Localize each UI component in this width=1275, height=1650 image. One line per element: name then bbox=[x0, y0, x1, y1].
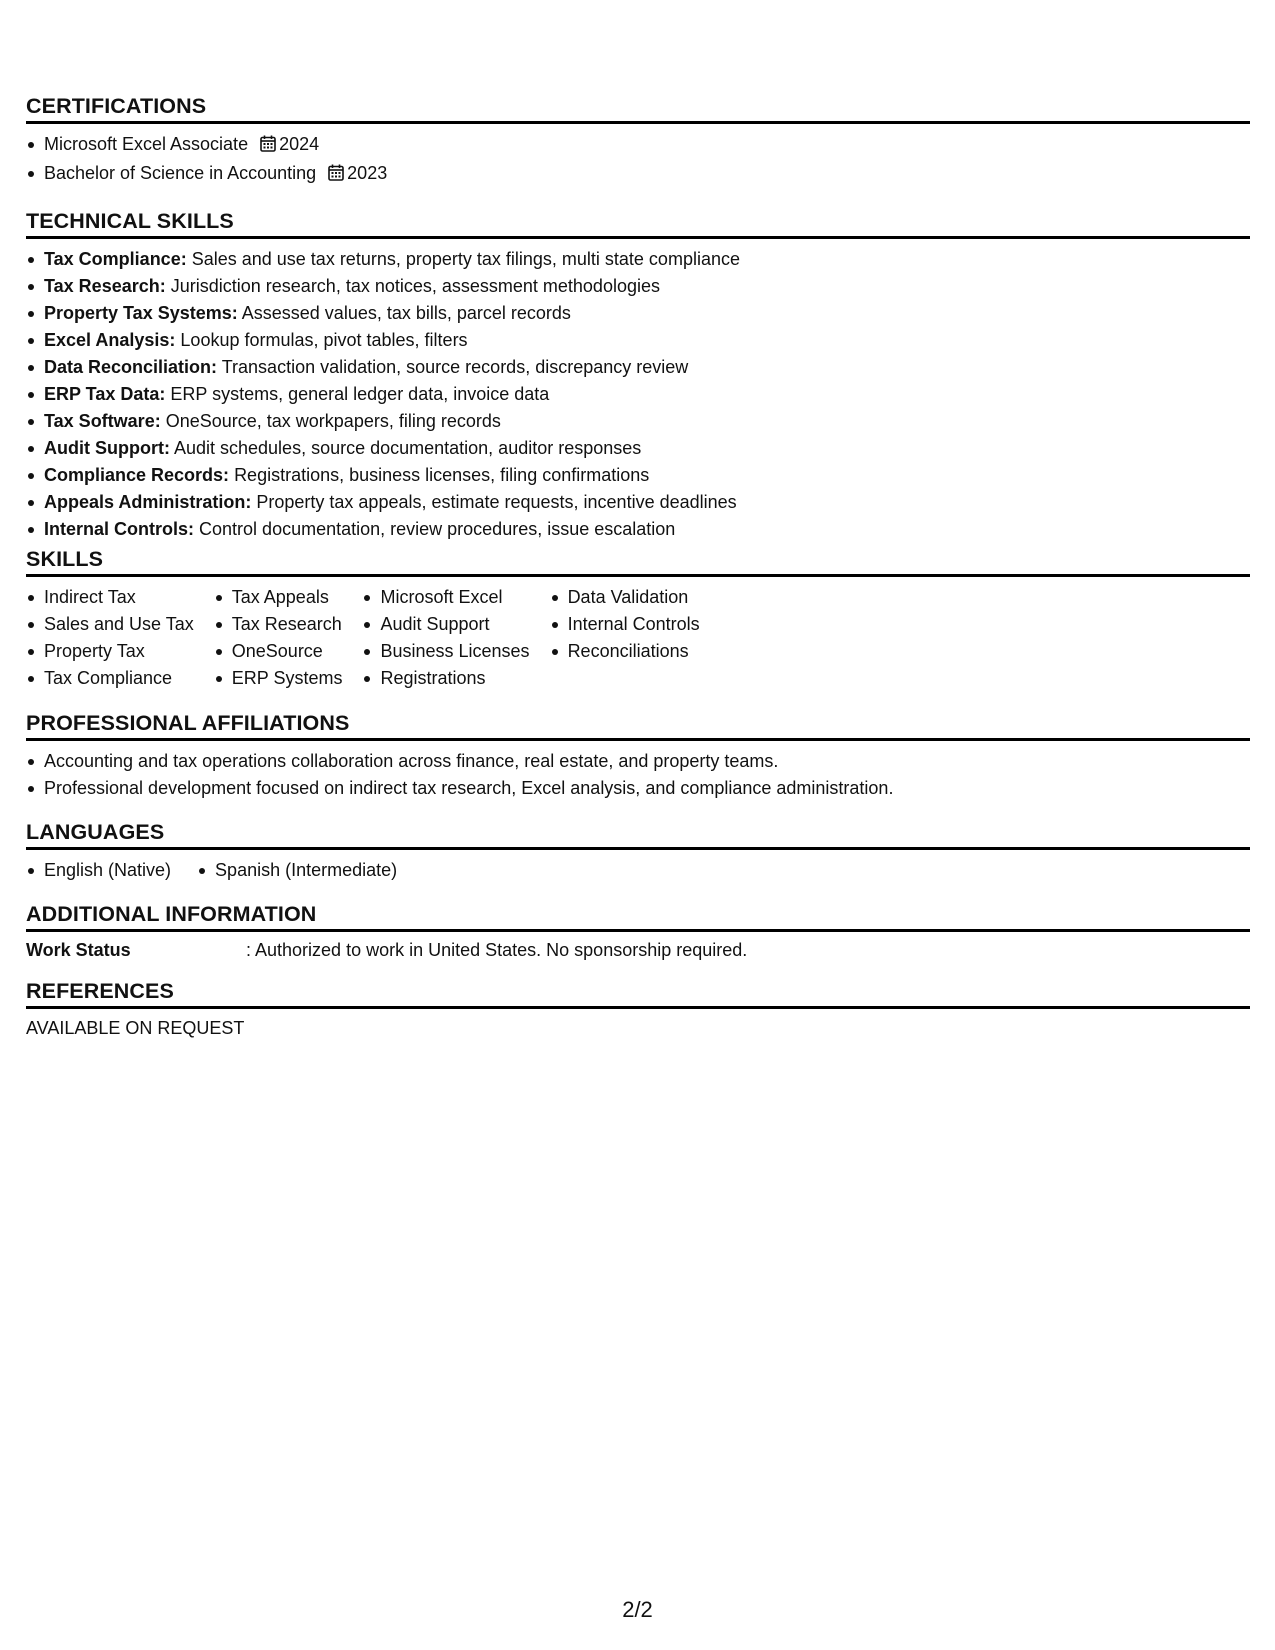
skill-item: Tax Compliance bbox=[26, 665, 194, 692]
skill-category-label: Excel Analysis: bbox=[44, 330, 176, 350]
skill-category-text: Control documentation, review procedures, issue escalation bbox=[199, 519, 676, 539]
list-item bbox=[26, 408, 1250, 435]
skill-category-label: Internal Controls: bbox=[44, 519, 195, 539]
skill-category-label: ERP Tax Data: bbox=[44, 384, 166, 404]
calendar-icon bbox=[328, 162, 344, 189]
skill-category-text: Audit schedules, source documentation, auditor responses bbox=[173, 438, 642, 458]
skill-item: OneSource bbox=[214, 638, 343, 665]
skill-item: Reconciliations bbox=[550, 638, 700, 665]
skills-section bbox=[26, 546, 1250, 710]
work-status-row bbox=[26, 932, 1250, 964]
certification-name: Bachelor of Science in Accounting bbox=[44, 163, 317, 183]
skill-category-label: Tax Software: bbox=[44, 411, 161, 431]
list-item bbox=[26, 435, 1250, 462]
work-status-value: : Authorized to work in United States. No sponsorship required. bbox=[246, 940, 748, 960]
skills-column bbox=[26, 584, 194, 692]
skill-category-label: Compliance Records: bbox=[44, 465, 230, 485]
work-status-label: Work Status bbox=[26, 940, 131, 960]
languages-list bbox=[26, 850, 1250, 884]
certifications-list bbox=[26, 124, 1250, 189]
resume-page bbox=[26, 93, 1250, 1042]
skill-item: Tax Appeals bbox=[214, 584, 343, 611]
skill-category-label: Tax Research: bbox=[44, 276, 166, 296]
list-item bbox=[26, 516, 1250, 543]
skills-column bbox=[362, 584, 529, 692]
skill-category-text: ERP systems, general ledger data, invoice data bbox=[170, 384, 550, 404]
section-title-references: REFERENCES bbox=[26, 978, 1250, 1009]
references-text: AVAILABLE ON REQUEST bbox=[26, 1018, 245, 1038]
skill-item: Business Licenses bbox=[362, 638, 529, 665]
list-item bbox=[26, 327, 1250, 354]
skill-category-text: Jurisdiction research, tax notices, assessment methodologies bbox=[170, 276, 660, 296]
calendar-icon bbox=[260, 133, 276, 160]
section-title-affiliations: PROFESSIONAL AFFILIATIONS bbox=[26, 710, 1250, 741]
skill-category-label: Audit Support: bbox=[44, 438, 170, 458]
list-item bbox=[26, 381, 1250, 408]
skill-item: Microsoft Excel bbox=[362, 584, 529, 611]
technical-skills-section bbox=[26, 208, 1250, 546]
list-item bbox=[26, 462, 1250, 489]
skill-item: Sales and Use Tax bbox=[26, 611, 194, 638]
technical-skills-list bbox=[26, 239, 1250, 543]
section-title-technical-skills: TECHNICAL SKILLS bbox=[26, 208, 1250, 239]
skill-category-text: OneSource, tax workpapers, filing records bbox=[165, 411, 501, 431]
list-item bbox=[26, 160, 1250, 189]
skill-item: Internal Controls bbox=[550, 611, 700, 638]
language-item: English (Native) bbox=[26, 857, 171, 884]
skill-item: Property Tax bbox=[26, 638, 194, 665]
skill-category-text: Lookup formulas, pivot tables, filters bbox=[180, 330, 468, 350]
certification-name: Microsoft Excel Associate bbox=[44, 134, 249, 154]
skill-item: Tax Research bbox=[214, 611, 343, 638]
skill-category-label: Data Reconciliation: bbox=[44, 357, 218, 377]
skill-category-label: Property Tax Systems: bbox=[44, 303, 238, 323]
skill-category-text: Sales and use tax returns, property tax filings, multi state compliance bbox=[191, 249, 740, 269]
list-item: Professional development focused on indirect tax research, Excel analysis, and compliance administration. bbox=[26, 775, 1250, 802]
affiliations-section bbox=[26, 710, 1250, 819]
skill-item: Indirect Tax bbox=[26, 584, 194, 611]
affiliations-list bbox=[26, 741, 1250, 802]
references-section bbox=[26, 978, 1250, 1042]
list-item bbox=[26, 273, 1250, 300]
list-item bbox=[26, 489, 1250, 516]
skill-item: Registrations bbox=[362, 665, 529, 692]
skill-item: Data Validation bbox=[550, 584, 700, 611]
skill-category-text: Assessed values, tax bills, parcel records bbox=[241, 303, 571, 323]
certifications-section bbox=[26, 93, 1250, 208]
language-item: Spanish (Intermediate) bbox=[197, 857, 397, 884]
languages-section bbox=[26, 819, 1250, 901]
page-number: 2/2 bbox=[622, 1597, 653, 1622]
list-item bbox=[26, 300, 1250, 327]
section-title-skills: SKILLS bbox=[26, 546, 1250, 577]
certification-year: 2023 bbox=[347, 163, 388, 183]
skills-column bbox=[550, 584, 700, 692]
skill-item: Audit Support bbox=[362, 611, 529, 638]
skills-grid bbox=[26, 577, 1250, 692]
skill-category-label: Tax Compliance: bbox=[44, 249, 187, 269]
list-item bbox=[26, 354, 1250, 381]
list-item bbox=[26, 131, 1250, 160]
certification-year: 2024 bbox=[279, 134, 320, 154]
skills-column bbox=[214, 584, 343, 692]
list-item bbox=[26, 246, 1250, 273]
skill-category-text: Transaction validation, source records, discrepancy review bbox=[221, 357, 689, 377]
skill-category-label: Appeals Administration: bbox=[44, 492, 252, 512]
section-title-certifications: CERTIFICATIONS bbox=[26, 93, 1250, 124]
list-item: Accounting and tax operations collaboration across finance, real estate, and property teams. bbox=[26, 748, 1250, 775]
skill-category-text: Property tax appeals, estimate requests, incentive deadlines bbox=[256, 492, 737, 512]
section-title-languages: LANGUAGES bbox=[26, 819, 1250, 850]
skill-item: ERP Systems bbox=[214, 665, 343, 692]
skill-category-text: Registrations, business licenses, filing confirmations bbox=[234, 465, 650, 485]
section-title-additional-information: ADDITIONAL INFORMATION bbox=[26, 901, 1250, 932]
additional-information-section bbox=[26, 901, 1250, 978]
